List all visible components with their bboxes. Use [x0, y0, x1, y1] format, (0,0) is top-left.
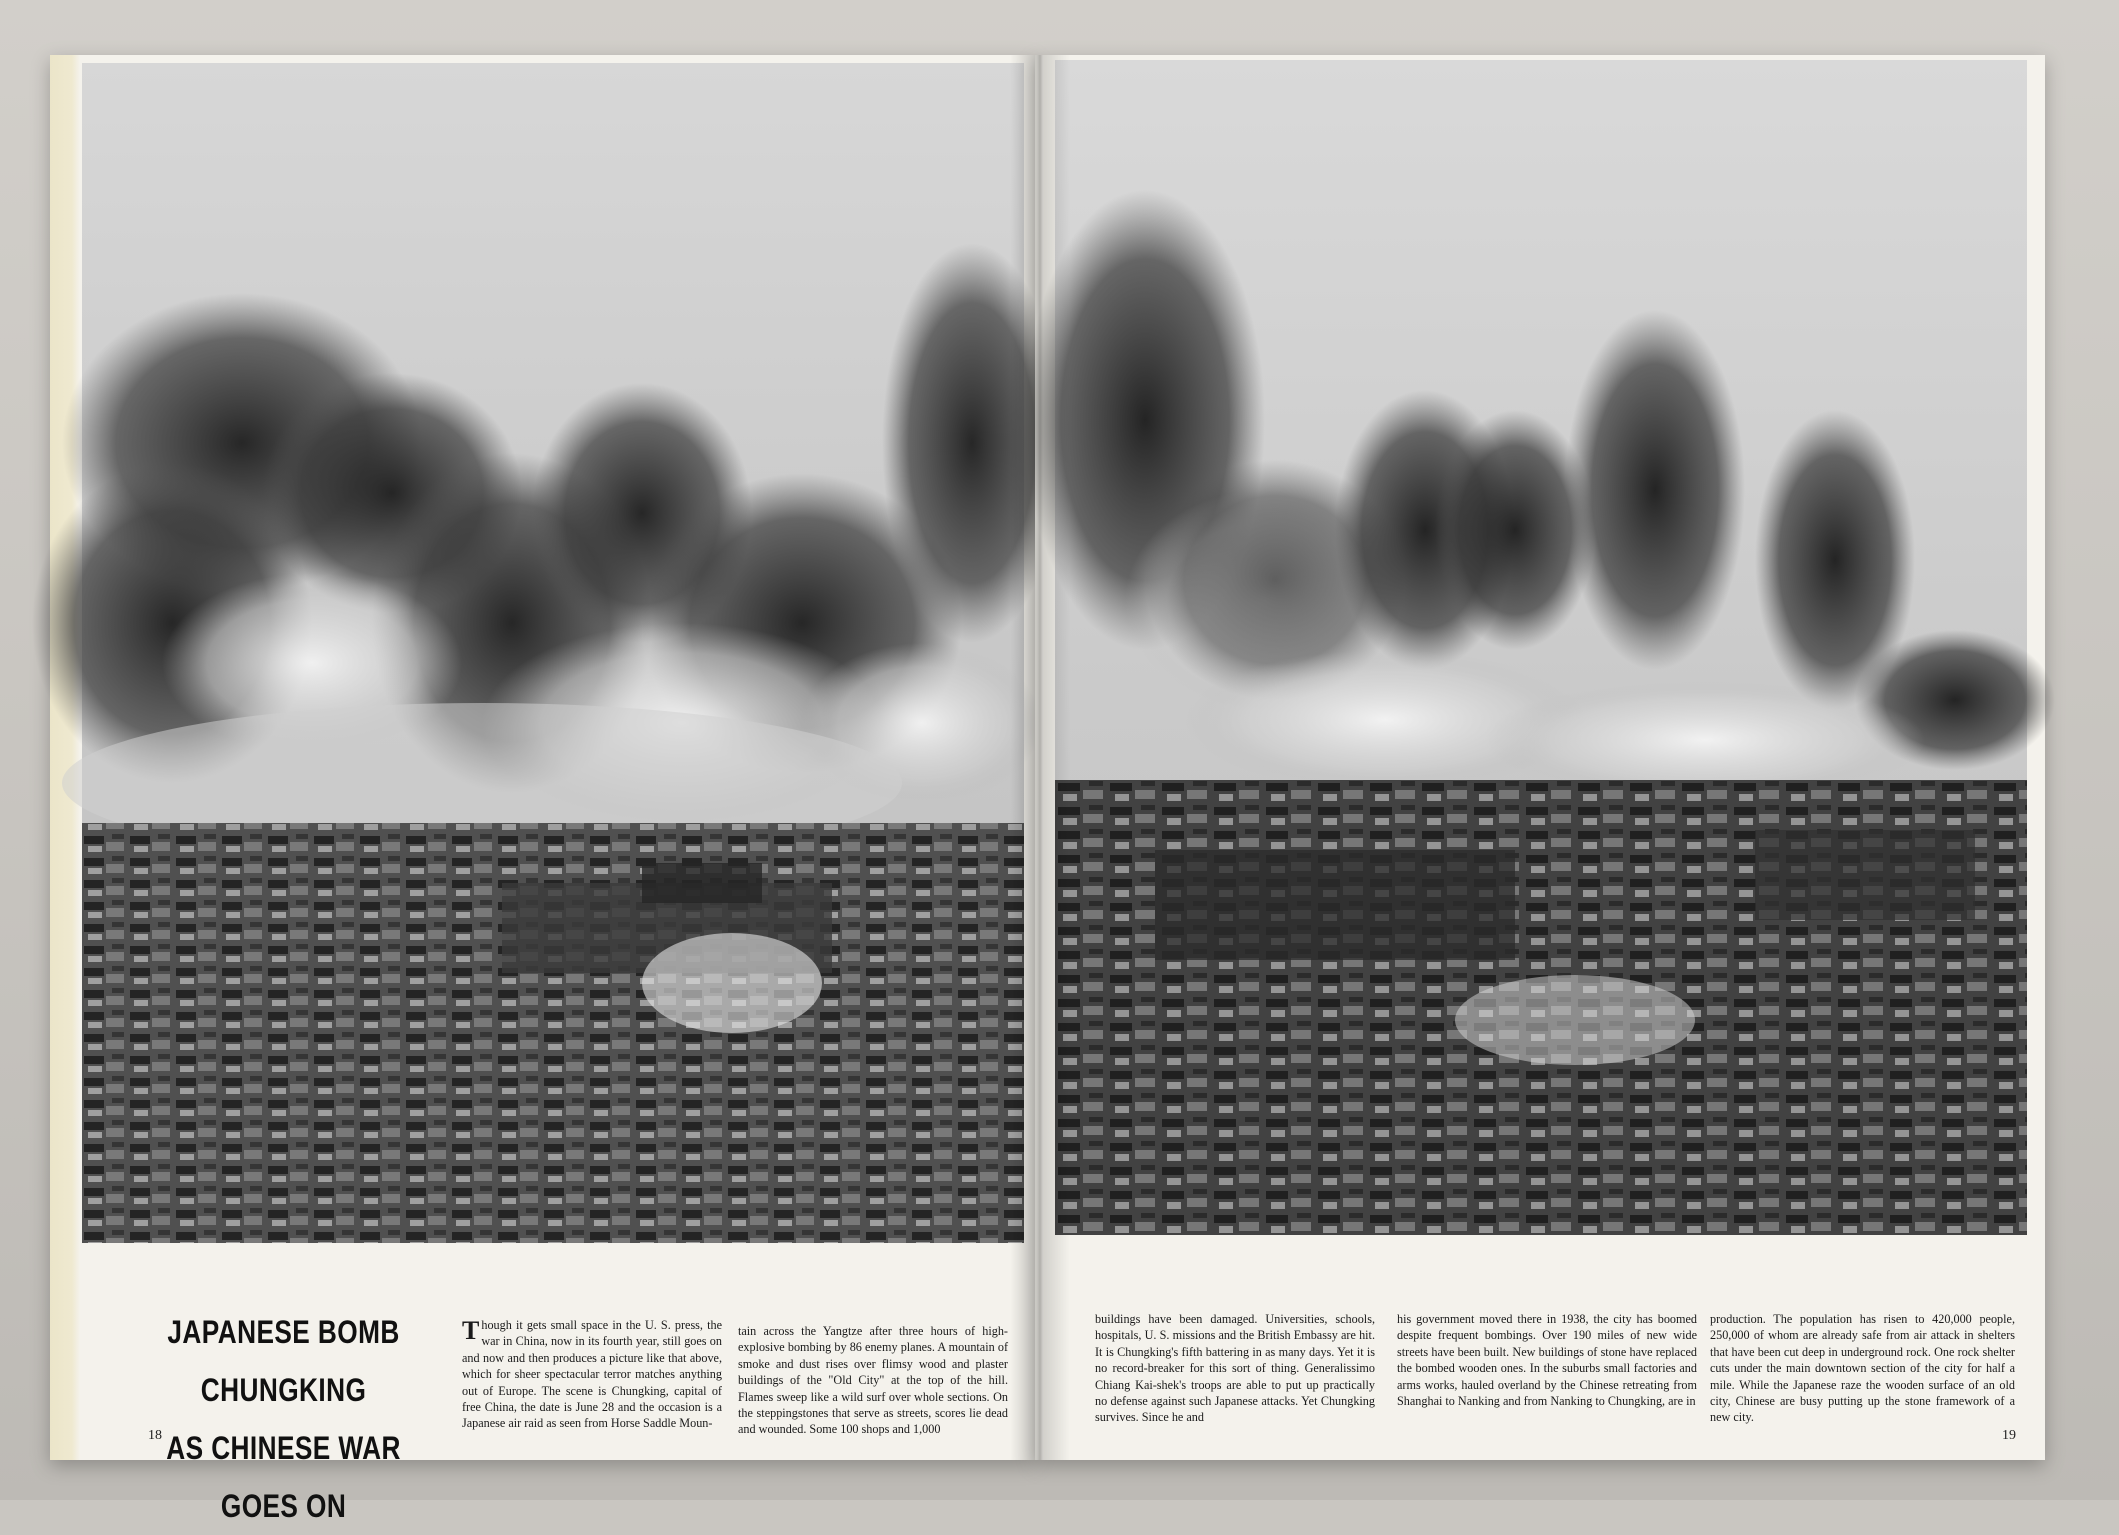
article-column-1 — [462, 1317, 722, 1432]
article-column-3: buildings have been damaged. Universities, schools, hospitals, U. S. missions and the British Embassy are hit. It is Chungking's fifth battering in as many days. Yet it is no record-breaker for this sort of thing. Generalissimo Chiang Kai-shek's troops are able to put up practically no defense against such Japanese attacks. Yet Chungking survives. Since he and — [1095, 1312, 1375, 1425]
column-1-text: hough it gets small space in the U. S. press, the war in China, now in its fourth year, still goes on and now and then produces a picture like that above, which for sheer spectacular terror matches anything out of Europe. The scene is Chungking, capital of free China, the date is June 28 and the occasion is a Japanese air raid as seen from Horse Saddle Moun- — [462, 1318, 722, 1431]
smoke-and-city-illustration-right — [1055, 60, 2027, 1235]
article-column-5: production. The population has risen to 420,000 people, 250,000 of whom are already safe from air attack in shelters that have been cut deep in underground rock. One rock shelter cuts under the main downtown section of the city for half a mile. While the Japanese raze the wooden surface of an old city, Chinese are busy putting up the stone framework of a new city. — [1710, 1312, 2015, 1425]
page-number-right: 19 — [2002, 1428, 2016, 1443]
bombing-photo-left — [82, 63, 1024, 1243]
right-page — [1035, 55, 2045, 1460]
bombing-photo-right — [1055, 60, 2027, 1235]
smoke-and-city-illustration-left — [82, 63, 1024, 1243]
article-column-2: tain across the Yangtze after three hours of high-explosive bombing by 86 enemy planes. A mountain of smoke and dust rises over flimsy wood and plaster buildings of the "Old City" at the top of the hill. Flames sweep like a wild surf over whole sections. On the steppingstones that serve as streets, scores lie dead and wounded. Some 100 shops and 1,000 — [738, 1324, 1008, 1437]
headline-line-2: AS CHINESE WAR GOES ON — [166, 1430, 401, 1524]
page-number-left: 18 — [148, 1428, 162, 1443]
left-page — [50, 55, 1035, 1524]
headline — [138, 1303, 429, 1535]
magazine-spread — [50, 55, 2045, 1524]
drop-cap: T — [462, 1316, 480, 1345]
article-column-4: his government moved there in 1938, the city has boomed despite frequent bombings. Over 190 miles of new wide streets have been built. New buildings of stone have replaced the bombed wooden ones. In the suburbs small factories and arms works, hauled overland by the Chinese retreating from Shanghai to Nanking and from Nanking to Chungking, are in — [1397, 1312, 1697, 1409]
headline-line-1: JAPANESE BOMB CHUNGKING — [167, 1314, 400, 1408]
